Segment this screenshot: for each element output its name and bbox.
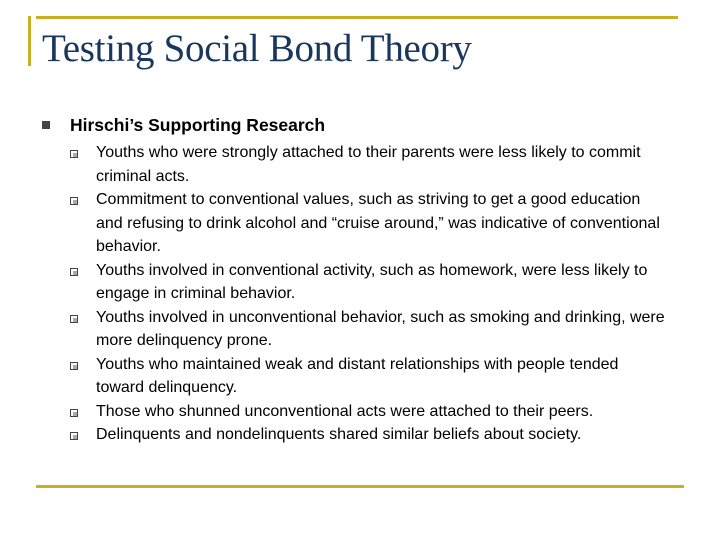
list-item-text: Commitment to conventional values, such as striving to get a good education and refusing to drink alcohol and “cruise around,” was indicative of conventional behavior. [96, 191, 660, 255]
top-rule [36, 16, 678, 19]
hollow-square-bullet-icon [70, 315, 78, 323]
slide-title: Testing Social Bond Theory [42, 27, 472, 70]
hollow-square-bullet-icon [70, 409, 78, 417]
list-item [70, 423, 670, 447]
list-item [70, 400, 670, 424]
list-item [70, 188, 670, 259]
hollow-square-bullet-icon [70, 432, 78, 440]
square-bullet-icon [42, 121, 50, 129]
heading-bullet-row [36, 113, 325, 137]
list-item-text: Those who shunned unconventional acts were attached to their peers. [96, 402, 594, 420]
left-rule [28, 16, 31, 66]
list-item [70, 141, 670, 188]
hollow-square-bullet-icon [70, 268, 78, 276]
hollow-square-bullet-icon [70, 362, 78, 370]
list-item-text: Youths involved in unconventional behavior, such as smoking and drinking, were more delinquency prone. [96, 308, 665, 349]
list-item [70, 353, 670, 400]
section-heading: Hirschi’s Supporting Research [70, 114, 326, 135]
bottom-rule [36, 485, 684, 488]
list-item-text: Youths involved in conventional activity, such as homework, were less likely to engage in criminal behavior. [96, 261, 648, 302]
hollow-square-bullet-icon [70, 197, 78, 205]
bullet-list [70, 141, 670, 447]
hollow-square-bullet-icon [70, 150, 78, 158]
list-item-text: Youths who maintained weak and distant relationships with people tended toward delinquency. [96, 355, 619, 396]
list-item-text: Delinquents and nondelinquents shared similar beliefs about society. [96, 426, 582, 443]
list-item [70, 306, 670, 353]
list-item [70, 259, 670, 306]
list-item-text: Youths who were strongly attached to their parents were less likely to commit criminal acts. [96, 144, 641, 185]
